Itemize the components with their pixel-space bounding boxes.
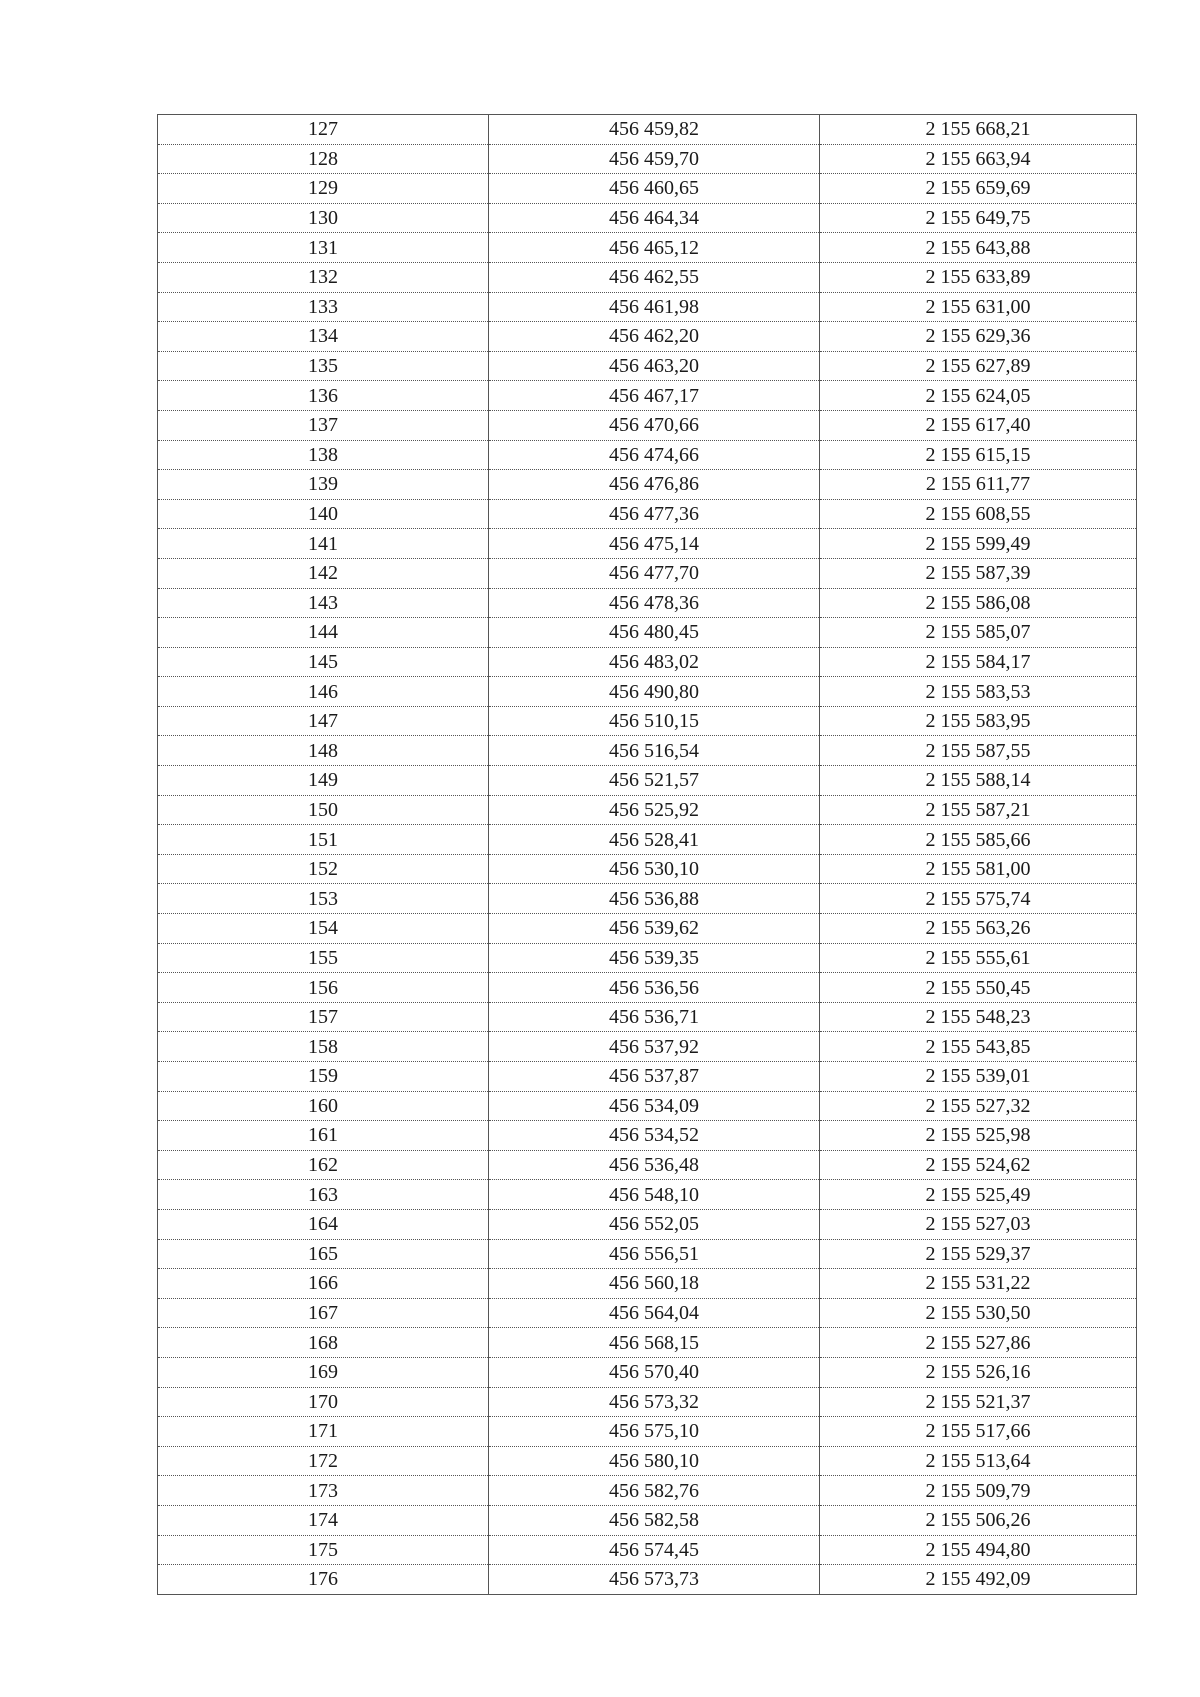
x-coordinate-cell: 456 548,10 <box>489 1180 820 1210</box>
x-coordinate-cell: 456 474,66 <box>489 440 820 470</box>
x-coordinate-cell: 456 574,45 <box>489 1535 820 1565</box>
table-row <box>158 677 1137 707</box>
y-coordinate-cell: 2 155 584,17 <box>820 647 1137 677</box>
y-coordinate-cell: 2 155 524,62 <box>820 1150 1137 1180</box>
x-coordinate-cell: 456 470,66 <box>489 410 820 440</box>
x-coordinate-cell: 456 462,55 <box>489 262 820 292</box>
point-number-cell: 137 <box>158 410 489 440</box>
y-coordinate-cell: 2 155 529,37 <box>820 1239 1137 1269</box>
y-coordinate-cell: 2 155 517,66 <box>820 1417 1137 1447</box>
point-number-cell: 127 <box>158 115 489 145</box>
y-coordinate-cell: 2 155 585,07 <box>820 618 1137 648</box>
point-number-cell: 138 <box>158 440 489 470</box>
y-coordinate-cell: 2 155 509,79 <box>820 1476 1137 1506</box>
point-number-cell: 131 <box>158 233 489 263</box>
x-coordinate-cell: 456 510,15 <box>489 706 820 736</box>
table-row <box>158 262 1137 292</box>
point-number-cell: 134 <box>158 322 489 352</box>
point-number-cell: 146 <box>158 677 489 707</box>
table-row <box>158 1328 1137 1358</box>
x-coordinate-cell: 456 467,17 <box>489 381 820 411</box>
x-coordinate-cell: 456 475,14 <box>489 529 820 559</box>
table-row <box>158 1032 1137 1062</box>
x-coordinate-cell: 456 476,86 <box>489 470 820 500</box>
x-coordinate-cell: 456 534,52 <box>489 1121 820 1151</box>
y-coordinate-cell: 2 155 581,00 <box>820 854 1137 884</box>
point-number-cell: 135 <box>158 351 489 381</box>
point-number-cell: 169 <box>158 1357 489 1387</box>
table-row <box>158 647 1137 677</box>
point-number-cell: 164 <box>158 1209 489 1239</box>
x-coordinate-cell: 456 462,20 <box>489 322 820 352</box>
point-number-cell: 149 <box>158 766 489 796</box>
x-coordinate-cell: 456 575,10 <box>489 1417 820 1447</box>
x-coordinate-cell: 456 536,56 <box>489 973 820 1003</box>
x-coordinate-cell: 456 530,10 <box>489 854 820 884</box>
y-coordinate-cell: 2 155 583,53 <box>820 677 1137 707</box>
y-coordinate-cell: 2 155 659,69 <box>820 174 1137 204</box>
table-row <box>158 825 1137 855</box>
table-row <box>158 470 1137 500</box>
table-row <box>158 1505 1137 1535</box>
table-row <box>158 1209 1137 1239</box>
x-coordinate-cell: 456 459,82 <box>489 115 820 145</box>
table-row <box>158 1417 1137 1447</box>
table-row <box>158 943 1137 973</box>
y-coordinate-cell: 2 155 563,26 <box>820 914 1137 944</box>
point-number-cell: 176 <box>158 1565 489 1595</box>
point-number-cell: 170 <box>158 1387 489 1417</box>
x-coordinate-cell: 456 536,48 <box>489 1150 820 1180</box>
table-row <box>158 410 1137 440</box>
point-number-cell: 151 <box>158 825 489 855</box>
point-number-cell: 162 <box>158 1150 489 1180</box>
point-number-cell: 150 <box>158 795 489 825</box>
point-number-cell: 143 <box>158 588 489 618</box>
point-number-cell: 152 <box>158 854 489 884</box>
point-number-cell: 136 <box>158 381 489 411</box>
x-coordinate-cell: 456 537,92 <box>489 1032 820 1062</box>
point-number-cell: 142 <box>158 558 489 588</box>
y-coordinate-cell: 2 155 555,61 <box>820 943 1137 973</box>
point-number-cell: 141 <box>158 529 489 559</box>
y-coordinate-cell: 2 155 539,01 <box>820 1062 1137 1092</box>
x-coordinate-cell: 456 556,51 <box>489 1239 820 1269</box>
point-number-cell: 158 <box>158 1032 489 1062</box>
table-row <box>158 1002 1137 1032</box>
point-number-cell: 129 <box>158 174 489 204</box>
x-coordinate-cell: 456 534,09 <box>489 1091 820 1121</box>
table-row <box>158 1387 1137 1417</box>
table-row <box>158 588 1137 618</box>
x-coordinate-cell: 456 465,12 <box>489 233 820 263</box>
y-coordinate-cell: 2 155 543,85 <box>820 1032 1137 1062</box>
point-number-cell: 140 <box>158 499 489 529</box>
y-coordinate-cell: 2 155 643,88 <box>820 233 1137 263</box>
table-row <box>158 1535 1137 1565</box>
y-coordinate-cell: 2 155 492,09 <box>820 1565 1137 1595</box>
table-row <box>158 233 1137 263</box>
y-coordinate-cell: 2 155 663,94 <box>820 144 1137 174</box>
x-coordinate-cell: 456 568,15 <box>489 1328 820 1358</box>
y-coordinate-cell: 2 155 599,49 <box>820 529 1137 559</box>
y-coordinate-cell: 2 155 588,14 <box>820 766 1137 796</box>
y-coordinate-cell: 2 155 531,22 <box>820 1269 1137 1299</box>
point-number-cell: 165 <box>158 1239 489 1269</box>
table-row <box>158 1239 1137 1269</box>
table-row <box>158 558 1137 588</box>
table-row <box>158 706 1137 736</box>
table-row <box>158 1180 1137 1210</box>
y-coordinate-cell: 2 155 668,21 <box>820 115 1137 145</box>
y-coordinate-cell: 2 155 525,98 <box>820 1121 1137 1151</box>
y-coordinate-cell: 2 155 525,49 <box>820 1180 1137 1210</box>
table-row <box>158 618 1137 648</box>
y-coordinate-cell: 2 155 624,05 <box>820 381 1137 411</box>
point-number-cell: 160 <box>158 1091 489 1121</box>
table-row <box>158 1298 1137 1328</box>
x-coordinate-cell: 456 461,98 <box>489 292 820 322</box>
x-coordinate-cell: 456 536,71 <box>489 1002 820 1032</box>
y-coordinate-cell: 2 155 530,50 <box>820 1298 1137 1328</box>
y-coordinate-cell: 2 155 575,74 <box>820 884 1137 914</box>
y-coordinate-cell: 2 155 494,80 <box>820 1535 1137 1565</box>
x-coordinate-cell: 456 525,92 <box>489 795 820 825</box>
coordinates-table <box>157 114 1137 1595</box>
x-coordinate-cell: 456 464,34 <box>489 203 820 233</box>
x-coordinate-cell: 456 564,04 <box>489 1298 820 1328</box>
point-number-cell: 144 <box>158 618 489 648</box>
y-coordinate-cell: 2 155 611,77 <box>820 470 1137 500</box>
point-number-cell: 128 <box>158 144 489 174</box>
point-number-cell: 147 <box>158 706 489 736</box>
x-coordinate-cell: 456 477,36 <box>489 499 820 529</box>
y-coordinate-cell: 2 155 527,32 <box>820 1091 1137 1121</box>
y-coordinate-cell: 2 155 649,75 <box>820 203 1137 233</box>
x-coordinate-cell: 456 573,73 <box>489 1565 820 1595</box>
point-number-cell: 172 <box>158 1446 489 1476</box>
point-number-cell: 166 <box>158 1269 489 1299</box>
x-coordinate-cell: 456 536,88 <box>489 884 820 914</box>
table-row <box>158 1446 1137 1476</box>
table-row <box>158 1565 1137 1595</box>
table-row <box>158 351 1137 381</box>
table-row <box>158 1091 1137 1121</box>
y-coordinate-cell: 2 155 548,23 <box>820 1002 1137 1032</box>
y-coordinate-cell: 2 155 617,40 <box>820 410 1137 440</box>
table-row <box>158 973 1137 1003</box>
point-number-cell: 173 <box>158 1476 489 1506</box>
table-row <box>158 1062 1137 1092</box>
table-row <box>158 914 1137 944</box>
y-coordinate-cell: 2 155 627,89 <box>820 351 1137 381</box>
point-number-cell: 139 <box>158 470 489 500</box>
point-number-cell: 154 <box>158 914 489 944</box>
point-number-cell: 175 <box>158 1535 489 1565</box>
x-coordinate-cell: 456 516,54 <box>489 736 820 766</box>
table-row <box>158 440 1137 470</box>
x-coordinate-cell: 456 463,20 <box>489 351 820 381</box>
x-coordinate-cell: 456 552,05 <box>489 1209 820 1239</box>
y-coordinate-cell: 2 155 527,03 <box>820 1209 1137 1239</box>
table-row <box>158 766 1137 796</box>
x-coordinate-cell: 456 521,57 <box>489 766 820 796</box>
x-coordinate-cell: 456 560,18 <box>489 1269 820 1299</box>
point-number-cell: 163 <box>158 1180 489 1210</box>
point-number-cell: 156 <box>158 973 489 1003</box>
x-coordinate-cell: 456 539,35 <box>489 943 820 973</box>
point-number-cell: 171 <box>158 1417 489 1447</box>
point-number-cell: 148 <box>158 736 489 766</box>
x-coordinate-cell: 456 477,70 <box>489 558 820 588</box>
x-coordinate-cell: 456 539,62 <box>489 914 820 944</box>
y-coordinate-cell: 2 155 587,21 <box>820 795 1137 825</box>
y-coordinate-cell: 2 155 587,39 <box>820 558 1137 588</box>
table-row <box>158 115 1137 145</box>
table-row <box>158 1476 1137 1506</box>
x-coordinate-cell: 456 528,41 <box>489 825 820 855</box>
x-coordinate-cell: 456 580,10 <box>489 1446 820 1476</box>
x-coordinate-cell: 456 478,36 <box>489 588 820 618</box>
table-row <box>158 203 1137 233</box>
point-number-cell: 159 <box>158 1062 489 1092</box>
table-row <box>158 1357 1137 1387</box>
y-coordinate-cell: 2 155 631,00 <box>820 292 1137 322</box>
point-number-cell: 167 <box>158 1298 489 1328</box>
y-coordinate-cell: 2 155 585,66 <box>820 825 1137 855</box>
coordinates-table-body <box>158 115 1137 1595</box>
point-number-cell: 145 <box>158 647 489 677</box>
y-coordinate-cell: 2 155 633,89 <box>820 262 1137 292</box>
table-row <box>158 1269 1137 1299</box>
y-coordinate-cell: 2 155 550,45 <box>820 973 1137 1003</box>
table-row <box>158 529 1137 559</box>
x-coordinate-cell: 456 582,58 <box>489 1505 820 1535</box>
x-coordinate-cell: 456 483,02 <box>489 647 820 677</box>
x-coordinate-cell: 456 490,80 <box>489 677 820 707</box>
y-coordinate-cell: 2 155 526,16 <box>820 1357 1137 1387</box>
x-coordinate-cell: 456 573,32 <box>489 1387 820 1417</box>
y-coordinate-cell: 2 155 583,95 <box>820 706 1137 736</box>
x-coordinate-cell: 456 537,87 <box>489 1062 820 1092</box>
point-number-cell: 153 <box>158 884 489 914</box>
x-coordinate-cell: 456 459,70 <box>489 144 820 174</box>
table-row <box>158 1150 1137 1180</box>
x-coordinate-cell: 456 480,45 <box>489 618 820 648</box>
table-row <box>158 322 1137 352</box>
table-row <box>158 795 1137 825</box>
y-coordinate-cell: 2 155 513,64 <box>820 1446 1137 1476</box>
point-number-cell: 174 <box>158 1505 489 1535</box>
point-number-cell: 133 <box>158 292 489 322</box>
table-row <box>158 1121 1137 1151</box>
table-row <box>158 499 1137 529</box>
point-number-cell: 168 <box>158 1328 489 1358</box>
y-coordinate-cell: 2 155 527,86 <box>820 1328 1137 1358</box>
point-number-cell: 161 <box>158 1121 489 1151</box>
table-row <box>158 292 1137 322</box>
point-number-cell: 155 <box>158 943 489 973</box>
y-coordinate-cell: 2 155 615,15 <box>820 440 1137 470</box>
table-row <box>158 174 1137 204</box>
table-row <box>158 381 1137 411</box>
x-coordinate-cell: 456 582,76 <box>489 1476 820 1506</box>
table-row <box>158 144 1137 174</box>
y-coordinate-cell: 2 155 608,55 <box>820 499 1137 529</box>
table-row <box>158 854 1137 884</box>
y-coordinate-cell: 2 155 629,36 <box>820 322 1137 352</box>
point-number-cell: 130 <box>158 203 489 233</box>
y-coordinate-cell: 2 155 506,26 <box>820 1505 1137 1535</box>
point-number-cell: 157 <box>158 1002 489 1032</box>
table-row <box>158 884 1137 914</box>
x-coordinate-cell: 456 570,40 <box>489 1357 820 1387</box>
table-row <box>158 736 1137 766</box>
x-coordinate-cell: 456 460,65 <box>489 174 820 204</box>
y-coordinate-cell: 2 155 586,08 <box>820 588 1137 618</box>
point-number-cell: 132 <box>158 262 489 292</box>
y-coordinate-cell: 2 155 521,37 <box>820 1387 1137 1417</box>
y-coordinate-cell: 2 155 587,55 <box>820 736 1137 766</box>
